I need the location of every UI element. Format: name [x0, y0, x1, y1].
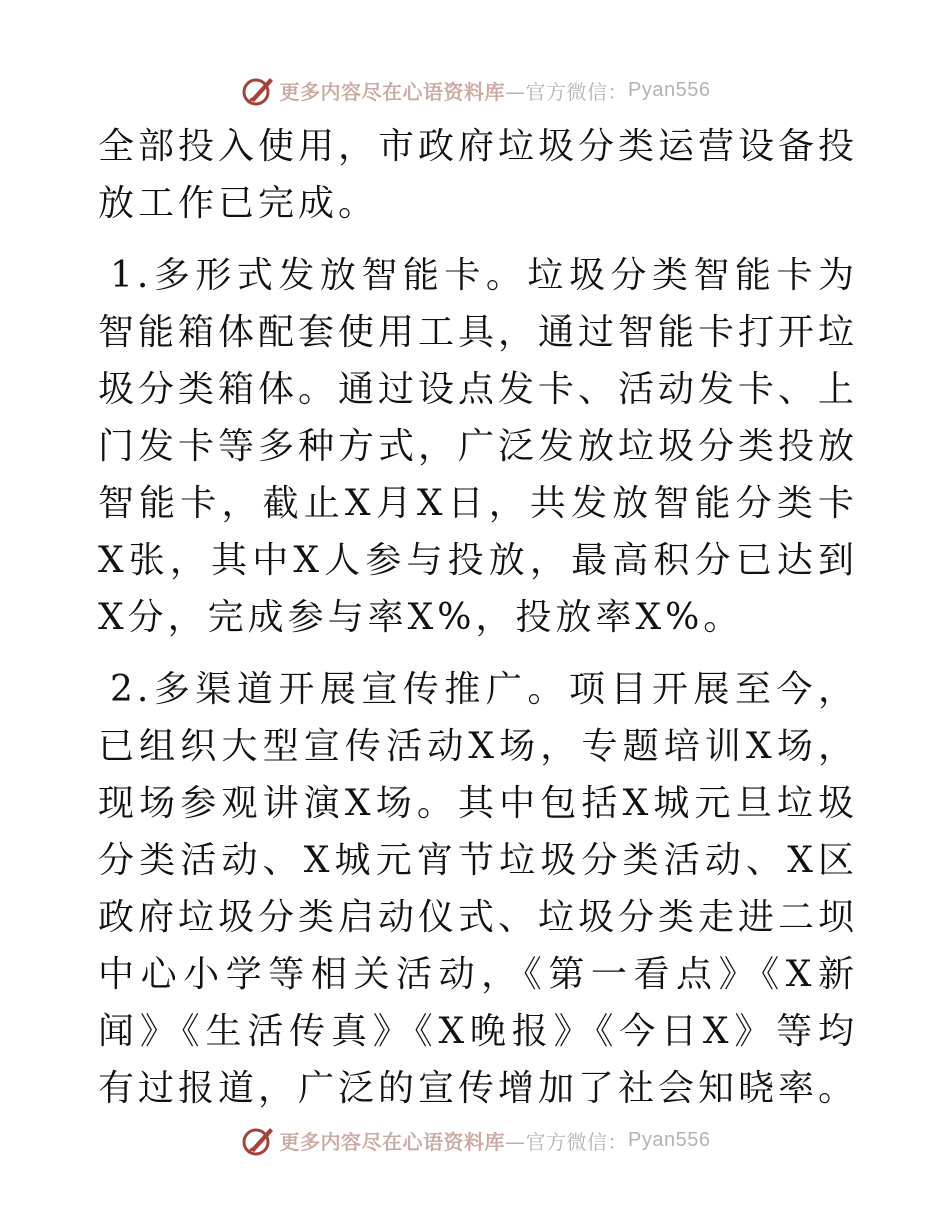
paragraph-intro: 全部投入使用，市政府垃圾分类运营设备投放工作已完成。 — [98, 126, 859, 224]
watermark-sub-text: —官方微信： — [505, 1129, 629, 1154]
quill-logo-icon — [240, 1122, 276, 1158]
header-watermark — [0, 70, 950, 110]
quill-logo-icon — [240, 72, 276, 108]
document-body — [98, 118, 858, 1132]
watermark-sub-text: —官方微信： — [505, 79, 629, 104]
watermark-main-text: 更多内容尽在心语资料库 — [279, 79, 506, 104]
watermark-main-text: 更多内容尽在心语资料库 — [279, 1129, 506, 1154]
watermark-wechat-id: Pyan556 — [628, 78, 711, 101]
watermark-wechat-id: Pyan556 — [628, 1128, 711, 1151]
footer-watermark — [0, 1120, 950, 1160]
paragraph-smart-card: 1.多形式发放智能卡。垃圾分类智能卡为智能箱体配套使用工具，通过智能卡打开垃圾分类箱体。通过设点发卡、活动发卡、上门发卡等多种方式，广泛发放垃圾分类投放智能卡，截止X月X日，共发放智能分类卡X张，其中X人参与投放，最高积分已达到X分，完成参与率X%，投放率X%。 — [98, 255, 859, 638]
paragraph-promotion: 2.多渠道开展宣传推广。项目开展至今，已组织大型宣传活动X场，专题培训X场，现场参观讲演X场。其中包括X城元旦垃圾分类活动、X城元宵节垃圾分类活动、X区政府垃圾分类启动仪式、垃圾分类走进二坝中心小学等相关活动，《第一看点》《X新闻》《生活传真》《X晚报》《今日X》等均有过报道，广泛的宣传增加了社会知晓率。 — [98, 669, 859, 1109]
